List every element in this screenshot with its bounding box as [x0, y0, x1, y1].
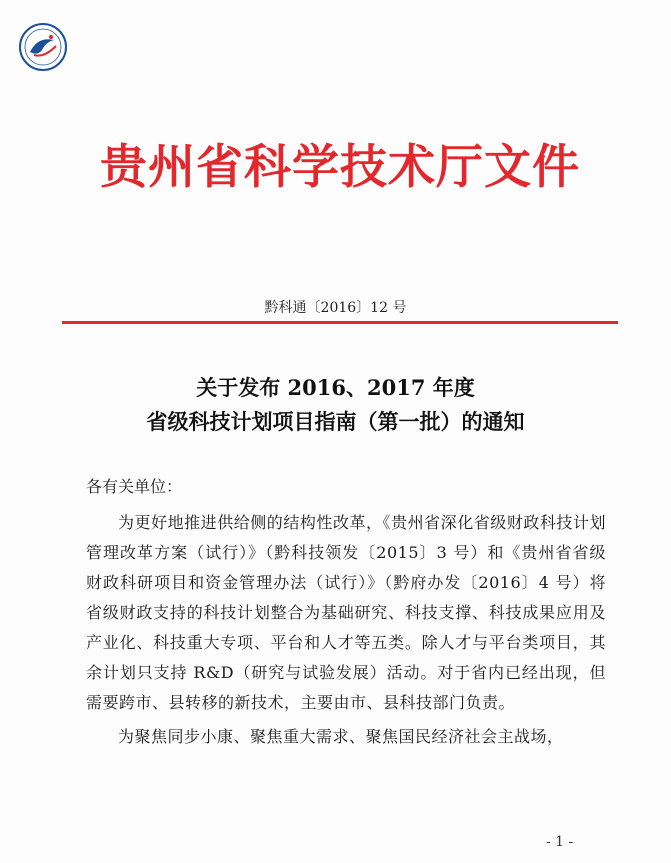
- notice-title-line-2: 省级科技计划项目指南（第一批）的通知: [146, 409, 525, 434]
- body-paragraph: 为聚焦同步小康、聚焦重大需求、聚焦国民经济社会主战场，: [118, 727, 564, 746]
- salutation: 各有关单位：: [86, 477, 183, 496]
- red-divider-line: [62, 321, 618, 324]
- notice-title-line-1: 关于发布 2016、2017 年度: [196, 375, 475, 400]
- document-number: 黔科通〔2016〕12 号: [264, 300, 407, 316]
- masthead-title: 贵州省科学技术厅文件: [100, 140, 580, 195]
- page-number: - 1 -: [546, 834, 574, 850]
- provincial-science-emblem-icon: [18, 22, 68, 72]
- body-paragraph: 为更好地推进供给侧的结构性改革，《贵州省深化省级财政科技计划管理改革方案（试行）》（黔科技领发〔2015〕3 号）和《贵州省省级财政科研项目和资金管理办法（试行）》（黔府办发〔2016〕4 号）将省级财政支持的科技计划整合为基础研究、科技支撑、科技成果应用及产业化、科技重大专项、平台和人才等五类。除人才与平台类项目，其余计划只支持 R&D（研究与试验发展）活动。对于省内已经出现，但需要跨市、县转移的新技术，主要由市、县科技部门负责。: [86, 513, 606, 712]
- body-text: [86, 508, 606, 752]
